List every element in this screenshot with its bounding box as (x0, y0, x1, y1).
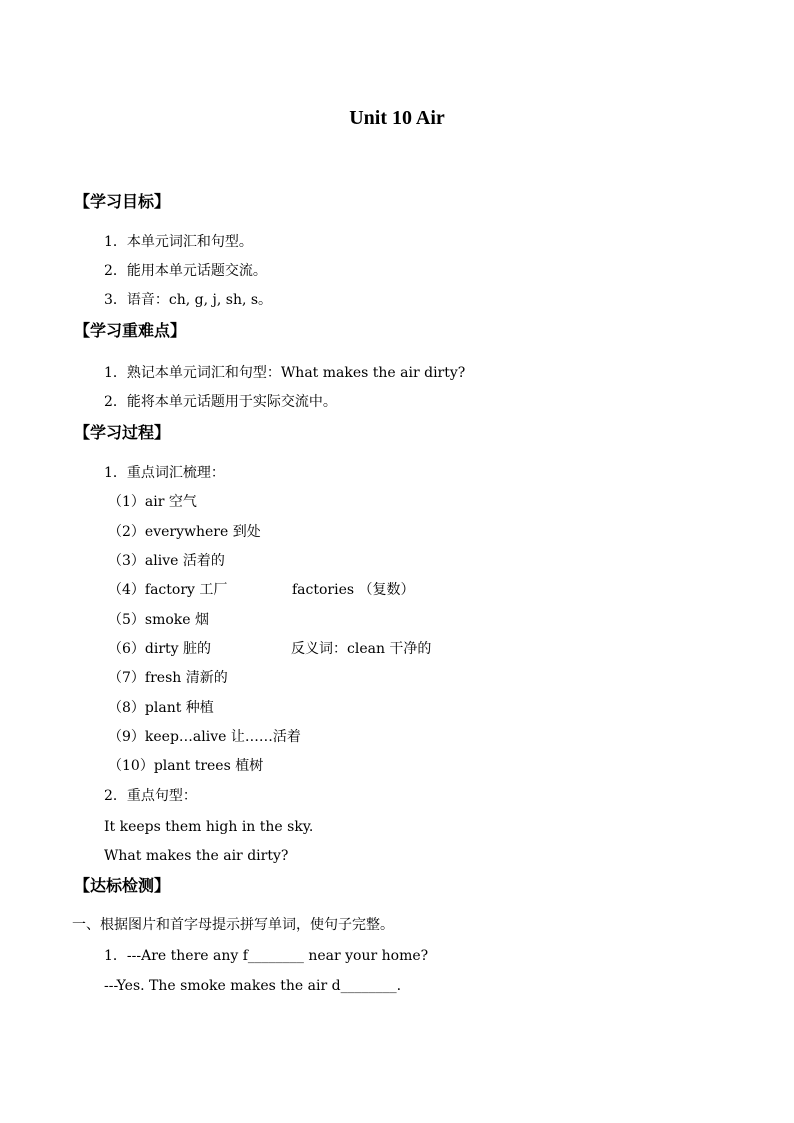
vocab-title: 1．重点词汇梳理： (104, 465, 225, 481)
vocab-item-10: （10）plant trees 植树 (108, 758, 264, 774)
goal-item-2: 2．能用本单元话题交流。 (104, 263, 267, 279)
heading-test: 【达标检测】 (74, 876, 171, 895)
goal-item-1: 1．本单元词汇和句型。 (104, 234, 253, 250)
heading-key-points: 【学习重难点】 (74, 321, 187, 340)
vocab-item-1: （1）air 空气 (108, 494, 197, 510)
vocab-item-7: （7）fresh 清新的 (108, 670, 228, 686)
test-question-1b: ---Yes. The smoke makes the air d________. (104, 978, 402, 994)
vocab-item-2: （2）everywhere 到处 (108, 524, 261, 540)
vocab-item-4-plural: factories （复数） (292, 582, 415, 598)
vocab-item-3: （3）alive 活着的 (108, 553, 225, 569)
heading-goals: 【学习目标】 (74, 192, 171, 211)
key-point-item-2: 2．能将本单元话题用于实际交流中。 (104, 394, 337, 410)
vocab-item-8: （8）plant 种植 (108, 700, 214, 716)
vocab-item-9: （9）keep…alive 让……活着 (108, 729, 301, 745)
test-question-1a: 1．---Are there any f________ near your home? (104, 948, 429, 964)
key-point-item-1: 1．熟记本单元词汇和句型：What makes the air dirty? (104, 365, 466, 381)
sentence-2: What makes the air dirty? (104, 848, 289, 864)
vocab-item-5: （5）smoke 烟 (108, 612, 210, 628)
heading-process: 【学习过程】 (74, 423, 171, 442)
vocab-item-6-antonym: 反义词：clean 干净的 (291, 641, 432, 657)
sentence-title: 2．重点句型： (104, 788, 197, 804)
vocab-item-4: （4）factory 工厂 (108, 582, 228, 598)
test-part-1-instruction: 一、根据图片和首字母提示拼写单词，使句子完整。 (72, 917, 394, 933)
page-title: Unit 10 Air (349, 107, 445, 129)
goal-item-3: 3．语音：ch, g, j, sh, s。 (104, 292, 273, 308)
sentence-1: It keeps them high in the sky. (104, 819, 314, 835)
vocab-item-6: （6）dirty 脏的 (108, 641, 212, 657)
